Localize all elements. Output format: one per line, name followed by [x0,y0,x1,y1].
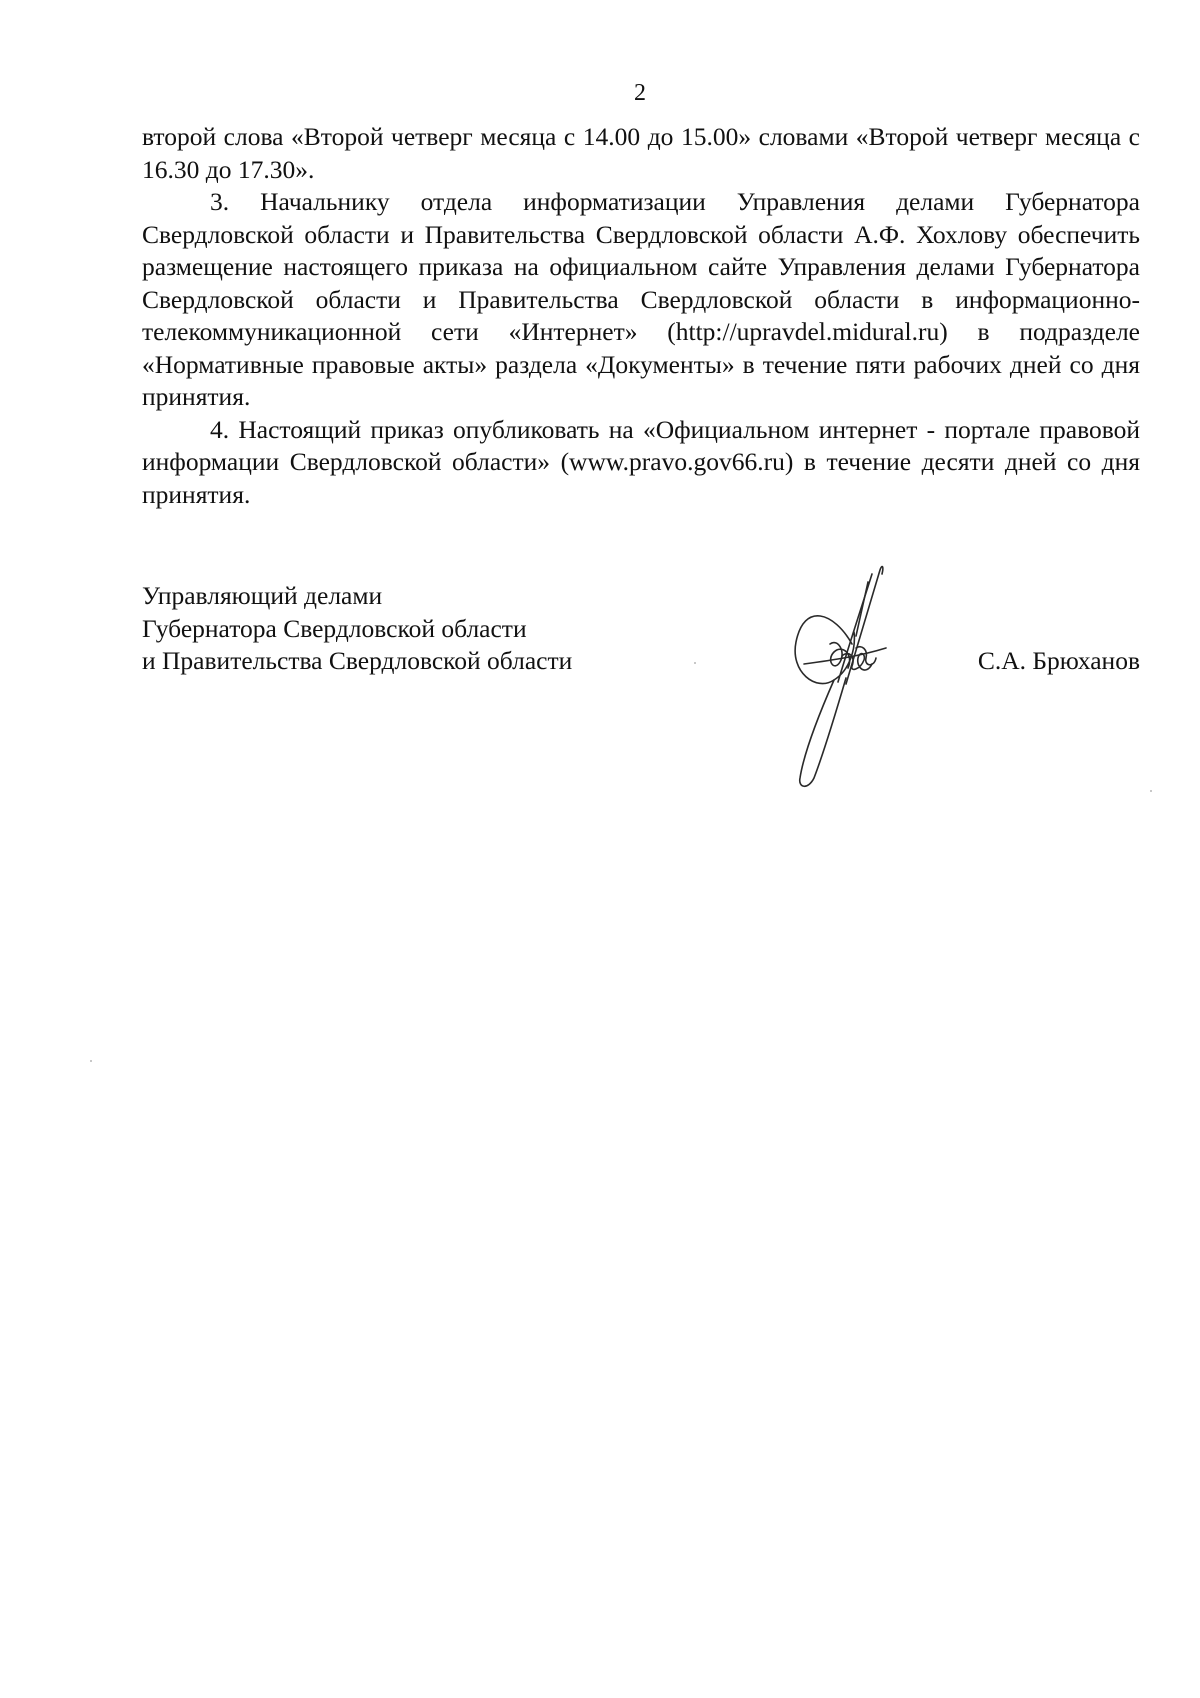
scan-speck [1150,790,1152,792]
paragraph-item-4: 4. Настоящий приказ опубликовать на «Официальном интернет - портале правовой информации Свердловской области» (www.pravo.gov66.ru) в течение десяти дней со дня принятия. [142,414,1140,509]
scan-speck [694,662,696,664]
paragraph-continuation: второй слова «Второй четверг месяца с 14.00 до 15.00» словами «Второй четверг месяца с 16.30 до 17.30». [142,122,1140,184]
signature-block [142,580,1140,800]
signatory-name: С.А. Брюханов [977,646,1140,675]
signatory-title-line: и Правительства Свердловской области [142,646,573,675]
handwritten-signature [764,552,924,792]
signatory-title-line: Управляющий делами [142,581,383,610]
page-number: 2 [634,80,646,106]
document-body [142,121,1140,511]
paragraph-item-3: 3. Начальнику отдела информатизации Управления делами Губернатора Свердловской области и Правительства Свердловской области А.Ф. Хохлову обеспечить размещение настоящего приказа на официальном сайте Управления делами Губернатора Свердловской области и Правительства Свердловской области в информационно-телекоммуникационной сети «Интернет» (http://upravdel.midural.ru) в подразделе «Нормативные правовые акты» раздела «Документы» в течение пяти рабочих дней со дня принятия. [142,187,1140,411]
signatory-title-line: Губернатора Свердловской области [142,613,527,643]
scan-speck [90,1060,92,1062]
